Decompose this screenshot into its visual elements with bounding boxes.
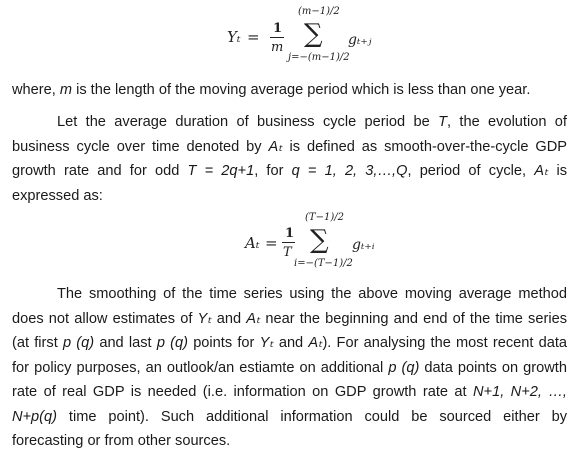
para2-l3-d: is	[548, 163, 568, 179]
para3-l2-b: and	[211, 310, 247, 327]
eq2-sum-lower: i=−(T−1)/2	[294, 258, 353, 269]
para3-l3-A: Aₜ	[308, 335, 323, 351]
para3-l4-b: data points on growth	[419, 359, 567, 376]
eq1-fraction-bar	[270, 37, 284, 38]
para3-l4-a: for policy purposes, an outlook/an estiamte on additional	[12, 359, 389, 376]
eq2-sum-upper: (T−1)/2	[305, 212, 344, 223]
para3-l3-e: ). For analysing the most recent data	[322, 335, 568, 351]
para3-l7: forecasting or from other sources.	[12, 433, 231, 449]
para3-l1: The smoothing of the time series using the above moving average method	[57, 286, 567, 302]
eq1-equals: =	[247, 28, 260, 46]
equation-moving-average-y	[0, 0, 576, 70]
eq1-frac-num: 1	[273, 21, 283, 36]
para2-l2-A: Aₜ	[268, 138, 283, 155]
para3-l3-p1: p (q)	[62, 335, 95, 351]
para2-l3-q: q = 1, 2, 3,…,Q	[291, 163, 408, 179]
para2-l1-a: Let the average duration of business cycle period be	[57, 114, 439, 130]
para3-l5-n: N+1, N+2, …,	[473, 384, 567, 400]
eq2-equals: =	[265, 234, 278, 252]
para2-l2-b: is defined as smooth-over-the-cycle GDP	[282, 138, 567, 155]
equation-smoothed-cycle-a	[0, 205, 576, 275]
para2-l3-A: Aₜ	[534, 163, 549, 179]
para3-l2-Y: Yₜ	[197, 310, 212, 327]
eq2-frac-num: 1	[285, 226, 295, 241]
para3-l3-b: and last	[94, 335, 157, 351]
eq1-sigma-icon: ∑	[304, 19, 323, 49]
eq1-lhs: Yₜ	[227, 28, 241, 46]
paragraph-where-m	[12, 78, 567, 103]
para3-l2-c: near the beginning and end of the time series	[260, 310, 567, 327]
eq1-sum-upper: (m−1)/2	[298, 6, 340, 17]
eq2-lhs: Aₜ	[245, 234, 260, 252]
eq2-fraction-bar	[282, 242, 295, 243]
eq2-frac-den: T	[283, 245, 292, 260]
para1-text-a: where,	[12, 82, 60, 98]
para3-l6-a: N+p(q)	[12, 408, 58, 425]
para1-var-m: m	[59, 82, 73, 98]
para2-l3-b: , for	[254, 163, 292, 179]
eq1-frac-den: m	[271, 40, 284, 55]
para3-l5-a: rate of real GDP is needed (i.e. information on GDP growth rate at	[12, 384, 474, 400]
paragraph-business-cycle	[12, 110, 567, 208]
para2-l3-T: T = 2q+1	[187, 163, 255, 179]
para3-l2-a: does not allow estimates of	[12, 310, 198, 327]
para1-text-b: is the length of the moving average period which is less than one year.	[72, 82, 531, 98]
para3-l4-p: p (q)	[388, 359, 420, 376]
para2-l2-a: business cycle over time denoted by	[12, 138, 269, 155]
para2-l1-b: , the evolution of	[446, 114, 567, 130]
para2-l3-c: , period of cycle,	[407, 163, 535, 179]
para3-l3-d: and	[273, 335, 309, 351]
para3-l6-b: time point). Such additional information could be sourced either by	[57, 408, 567, 425]
para3-l2-A: Aₜ	[246, 310, 261, 327]
para3-l3-p2: p (q)	[156, 335, 188, 351]
para3-l3-Y: Yₜ	[259, 335, 274, 351]
eq2-term: gₜ₊ᵢ	[352, 237, 375, 253]
eq1-term: gₜ₊ⱼ	[348, 32, 372, 48]
para3-l3-a: (at first	[12, 335, 63, 351]
para2-l3-a: growth rate and for odd	[12, 163, 188, 179]
eq2-sigma-icon: ∑	[310, 225, 329, 255]
para2-l4: expressed as:	[12, 187, 103, 204]
para2-l1-T: T	[438, 114, 447, 130]
paragraph-smoothing-limitations	[12, 282, 567, 454]
eq1-sum-lower: j=−(m−1)/2	[288, 52, 350, 63]
para3-l3-c: points for	[187, 335, 260, 351]
